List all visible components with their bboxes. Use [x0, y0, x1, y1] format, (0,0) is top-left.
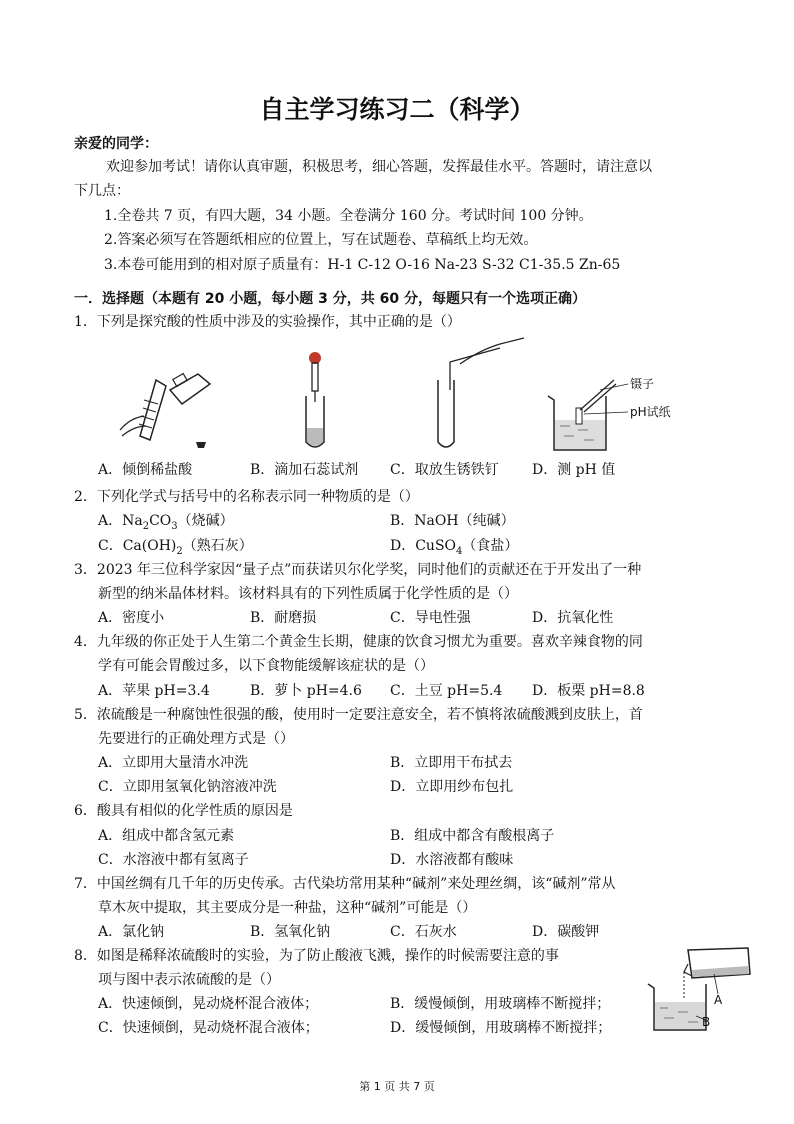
question-4: 4．九年级的你正处于人生第二个黄金生长期，健康的饮食习惯尤为重要。喜欢辛辣食物的同: [74, 634, 643, 650]
rule-2: 2.答案必须写在答题纸相应的位置上，写在试题卷、草稿纸上均无效。: [104, 232, 538, 248]
q5-option-a: A．立即用大量清水冲洗: [98, 755, 249, 771]
question-3: 3．2023 年三位科学家因“量子点”而获诺贝尔化学奖，同时他们的贡献还在于开发出了一种: [74, 562, 642, 578]
q2-option-c: [98, 535, 253, 557]
q2-d-post: （食盐）: [462, 538, 519, 554]
q6-option-a: A．组成中都含氢元素: [98, 828, 235, 844]
q6-option-c: C．水溶液中都有氢离子: [98, 852, 249, 868]
q1-option-c: C．取放生锈铁钉: [390, 462, 499, 478]
q5-option-b: B．立即用干布拭去: [390, 755, 513, 771]
question-4-cont: 学有可能会胃酸过多，以下食物能缓解该症状的是（）: [98, 658, 434, 674]
page-title: 自主学习练习二（科学）: [259, 95, 535, 124]
q7-option-c: C．石灰水: [390, 924, 457, 940]
question-1: 1．下列是探究酸的性质中涉及的实验操作，其中正确的是（）: [74, 314, 461, 330]
q4-option-d: D．板栗 pH=8.8: [532, 683, 645, 699]
question-5-cont: 先要进行的正确处理方式是（）: [98, 731, 294, 747]
beaker-label-a: A: [714, 993, 723, 1007]
q3-option-c: C．导电性强: [390, 610, 471, 626]
dilution-beaker-illustration: [644, 946, 754, 1038]
q3-option-d: D．抗氧化性: [532, 610, 614, 626]
dropper-test-tube-illustration: [298, 350, 338, 455]
section-heading: 一．选择题（本题有 20 小题，每小题 3 分，共 60 分，每题只有一个选项正确）: [74, 291, 586, 307]
q2-d-pre: D．CuSO: [390, 538, 457, 554]
ph-test-illustration: [544, 376, 734, 458]
q2-a-mid: CO: [149, 513, 172, 529]
question-7-cont: 草木灰中提取，其主要成分是一种盐，这种“碱剂”可能是（）: [98, 900, 477, 916]
beaker-label-b: B: [702, 1015, 711, 1029]
tweezers-label: 镊子: [630, 377, 655, 391]
q1-option-a: A．倾倒稀盐酸: [98, 462, 193, 478]
question-6: 6．酸具有相似的化学性质的原因是: [74, 803, 293, 819]
question-8-cont: 项与图中表示浓硫酸的是（）: [98, 972, 280, 988]
question-3-cont: 新型的纳米晶体材料。该材料具有的下列性质属于化学性质的是（）: [98, 586, 518, 602]
q2-c-pre: C．Ca(OH): [98, 538, 177, 554]
q3-option-b: B．耐磨损: [250, 610, 317, 626]
q7-option-a: A．氯化钠: [98, 924, 165, 940]
q2-option-a: [98, 510, 234, 532]
q6-option-d: D．水溶液都有酸味: [390, 852, 514, 868]
q2-d-sub: 4: [456, 545, 463, 557]
q5-option-d: D．立即用纱布包扎: [390, 779, 514, 795]
q1-option-d: D．测 pH 值: [532, 462, 616, 478]
intro-line-1: 欢迎参加考试！请你认真审题，积极思考，细心答题，发挥最佳水平。答题时，请注意以: [106, 159, 652, 175]
nail-tongs-illustration: [430, 334, 530, 454]
q4-option-a: A．苹果 pH=3.4: [98, 683, 210, 699]
q7-option-d: D．碳酸钾: [532, 924, 600, 940]
q6-option-b: B．组成中都含有酸根离子: [390, 828, 555, 844]
greeting: 亲爱的同学：: [74, 136, 158, 152]
q2-a-sub1: 2: [142, 520, 150, 532]
question-5: 5．浓硫酸是一种腐蚀性很强的酸，使用时一定要注意安全，若不慎将浓硫酸溅到皮肤上，首: [74, 707, 643, 723]
q2-c-sub: 2: [176, 545, 183, 557]
q4-option-b: B．萝卜 pH=4.6: [250, 683, 362, 699]
q8-option-b: B．缓慢倾倒，用玻璃棒不断搅拌；: [390, 996, 611, 1012]
rule-1: 1.全卷共 7 页，有四大题，34 小题。全卷满分 160 分。考试时间 100 分钟。: [104, 208, 593, 224]
question-7: 7．中国丝绸有几千年的历史传承。古代染坊常用某种“碱剂”来处理丝绸，该“碱剂”常从: [74, 876, 616, 892]
q2-a-pre: A．Na: [98, 513, 143, 529]
q1-option-b: B．滴加石蕊试剂: [250, 462, 359, 478]
intro-line-2: 下几点：: [74, 183, 130, 199]
q7-option-b: B．氢氧化钠: [250, 924, 331, 940]
q5-option-c: C．立即用氢氧化钠溶液冲洗: [98, 779, 277, 795]
q2-a-sub2: 3: [171, 520, 178, 532]
q2-a-post: （烧碱）: [177, 513, 234, 529]
page-footer: 第 1 页 共 7 页: [359, 1080, 435, 1093]
ph-paper-label: pH试纸: [630, 405, 671, 419]
q2-option-b: B．NaOH（纯碱）: [390, 513, 515, 529]
q4-option-c: C．土豆 pH=5.4: [390, 683, 503, 699]
pour-acid-illustration: [110, 350, 220, 455]
q8-option-d: D．缓慢倾倒，用玻璃棒不断搅拌；: [390, 1020, 612, 1036]
q3-option-a: A．密度小: [98, 610, 165, 626]
question-2: 2．下列化学式与括号中的名称表示同一种物质的是（）: [74, 489, 419, 505]
rule-3: 3.本卷可能用到的相对原子质量有：H-1 C-12 O-16 Na-23 S-32 C1-35.5 Zn-65: [104, 257, 621, 273]
q8-option-a: A．快速倾倒，晃动烧杯混合液体；: [98, 996, 319, 1012]
question-8: 8．如图是稀释浓硫酸时的实验，为了防止酸液飞溅，操作的时候需要注意的事: [74, 948, 559, 964]
q8-option-c: C．快速倾倒，晃动烧杯混合液体；: [98, 1020, 319, 1036]
q2-c-post: （熟石灰）: [182, 538, 253, 554]
q2-option-d: [390, 535, 518, 557]
